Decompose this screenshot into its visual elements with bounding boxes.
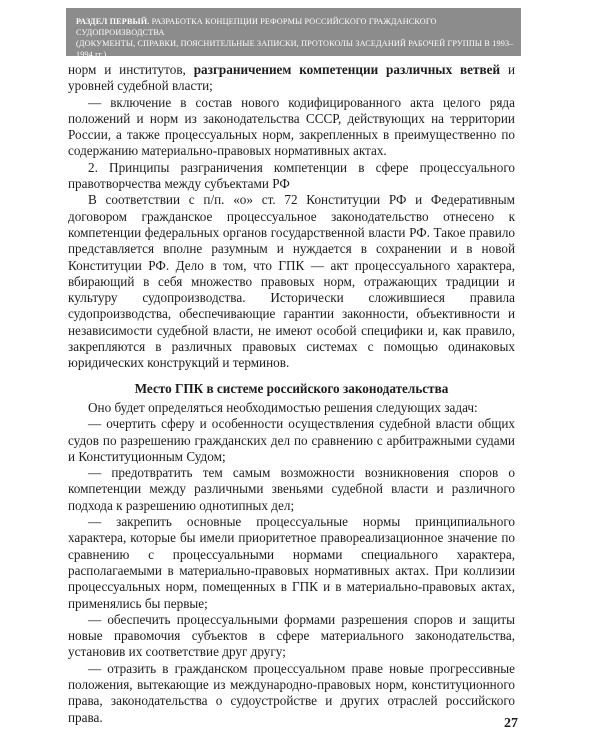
bold-phrase: разграничением компетенции различных ветвей [193,62,501,77]
paragraph-1: норм и институтов, разграничением компетенции различных ветвей и уровней судебной власти; [68,62,515,94]
list-item-5: — отразить в гражданском процессуальном праве новые прогрессивные положения, вытекающие из международно-правовых норм, конституционного права, законодательства о судоустройстве и других отраслей российского права. [68,660,515,725]
list-item-2: — предотвратить тем самым возможности возникновения споров о компетенции между различными звеньями судебной власти и различного подхода к разрешению однотипных дел; [68,465,515,513]
list-item-4: — обеспечить процессуальными формами разрешения споров и защиты новые правомочия субъектов в сфере материального законодательства, установив их соответствие друг другу; [68,611,515,660]
paragraph-4: В соответствии с п/п. «о» ст. 72 Конституции РФ и Федеративным договором гражданское процессуальное законодательство отнесено к компетенции федеральных органов государственной власти РФ. Такое правило представляется вполне разумным и нуждается в сохранении и в новой Конституции РФ. Дело в том, что ГПК — акт процессуального характера, вбирающий в себя множество правовых норм, отражающих традиции и культуру судопроизводства. Исторически сложившиеся правила судопроизводства, обеспечивающие гарантии законности, объективности и независимости судебной власти, не имеют особой специфики и, как правило, закрепляются в различных правовых системах с помощью одинаковых юридических конструкций и терминов. [68,192,515,371]
page-number: 27 [504,716,518,731]
paragraph-2: — включение в состав нового кодифицированного акта целого ряда положений и норм из законодательства СССР, действующих на территории России, а также процессуальных норм, закрепленных в преимущественно по содержанию материально-правовых нормативных актах. [68,94,515,159]
header-title-line [76,16,521,38]
header-section-label: РАЗДЕЛ ПЕРВЫЙ. [76,17,150,26]
section-heading: Место ГПК в системе российского законодательства [134,380,449,396]
running-header [66,8,521,59]
header-title: РАЗРАБОТКА КОНЦЕПЦИИ РЕФОРМЫ РОССИЙСКОГО ГРАЖДАНСКОГО СУДОПРОИЗВОДСТВА [76,17,437,37]
header-subtitle: (ДОКУМЕНТЫ, СПРАВКИ, ПОЯСНИТЕЛЬНЫЕ ЗАПИСКИ, ПРОТОКОЛЫ ЗАСЕДАНИЙ РАБОЧЕЙ ГРУППЫ В 1993–1994 гг.) [76,39,514,59]
list-item-3: — закрепить основные процессуальные нормы принципиального характера, которые бы имели приоритетное правореализационное значение по сравнению с процессуальными нормами специального характера, располагаемыми в материально-правовых нормативных актах. При коллизии процессуальных норм, помещенных в ГПК и в материально-правовых актах, применялись бы первые; [68,514,515,611]
paragraph-5: Оно будет определяться необходимостью решения следующих задач: [88,399,478,415]
list-item-1: — очертить сферу и особенности осуществления судебной власти общих судов по разрешению гражданских дел по сравнению с арбитражными судами и Конституционным Судом; [68,416,515,464]
paragraph-3: 2. Принципы разграничения компетенции в сфере процессуального правотворчества между субъектами РФ [68,159,515,192]
body-text [68,62,515,726]
